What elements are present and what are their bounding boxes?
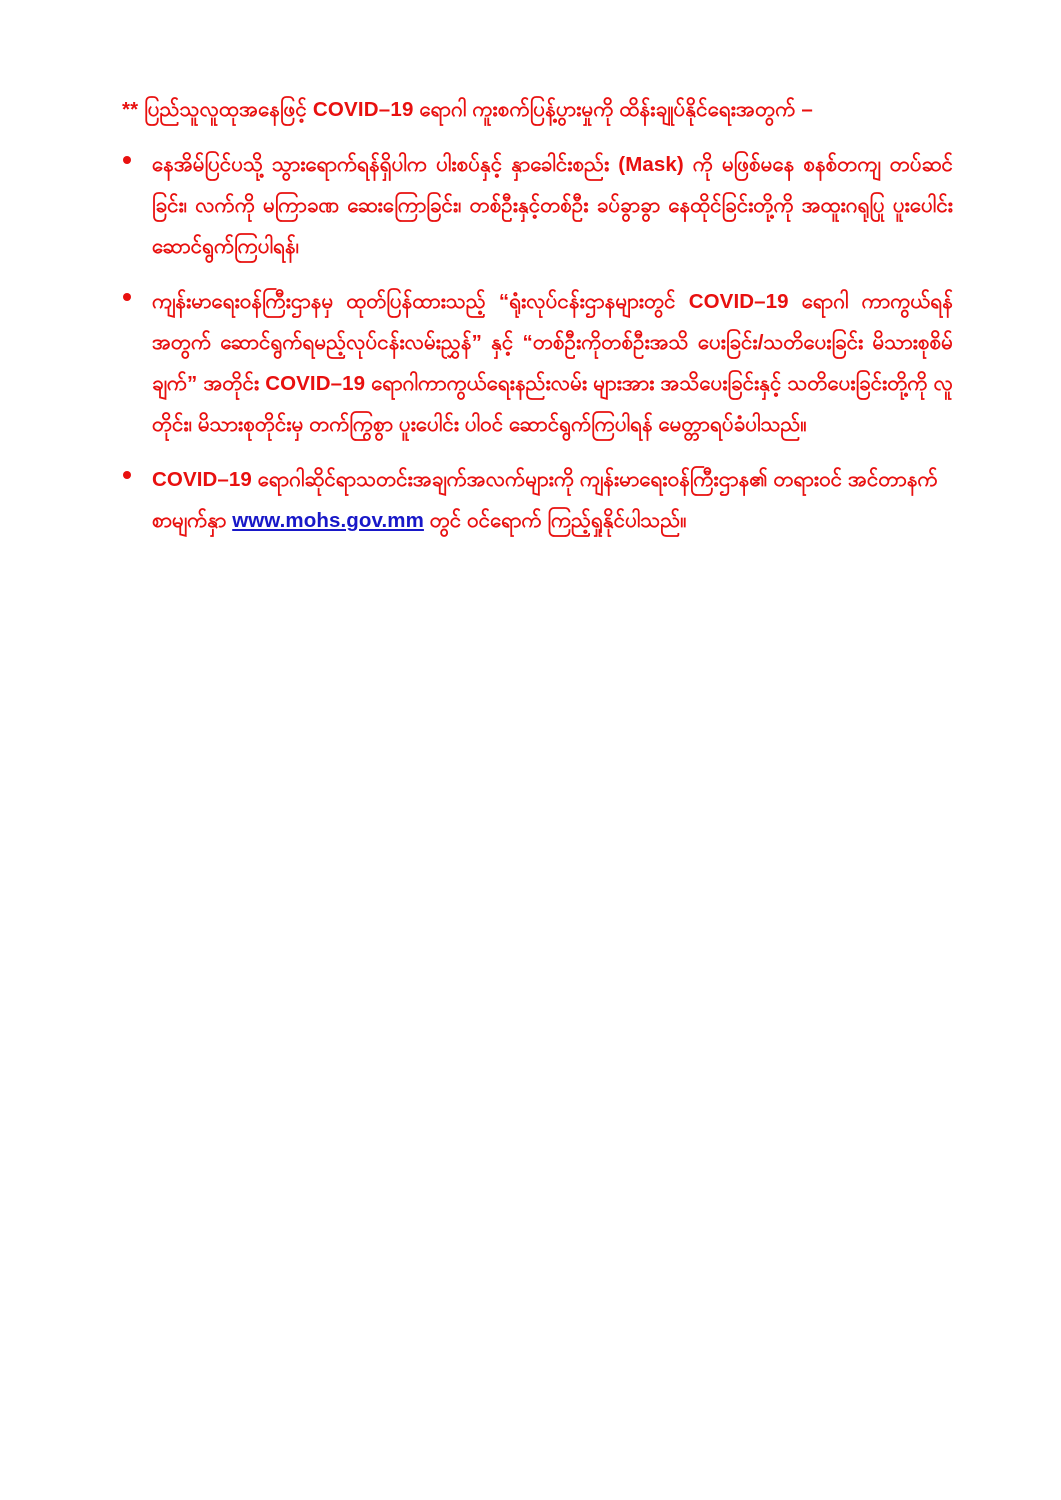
- list-item-ministry-guidelines: [60, 281, 1001, 445]
- bullet-dot-icon: [123, 293, 131, 301]
- bullet-dot-icon: [123, 156, 131, 164]
- bullet-text-website-info: [152, 459, 953, 541]
- list-item-mask-hygiene: [60, 144, 1001, 267]
- page-heading: ** ပြည်သူလူထုအနေဖြင့် COVID–19 ရောဂါ ကူးစက်ပြန့်ပွားမှုကို ထိန်းချုပ်နိုင်ရေးအတွက် –: [122, 98, 813, 121]
- website-text-before-link: COVID–19 ရောဂါဆိုင်ရာသတင်းအချက်အလက်များကို ကျန်းမာရေးဝန်ကြီးဌာန၏ တရားဝင် အင်တာနက်စာမျက်နှာ: [152, 467, 938, 532]
- list-item-website-info: [60, 459, 1001, 541]
- website-text-after-link: တွင် ဝင်ရောက် ကြည့်ရှုနိုင်ပါသည်။: [423, 508, 687, 532]
- bullet-text-ministry-guidelines: ကျန်းမာရေးဝန်ကြီးဌာနမှ ထုတ်ပြန်ထားသည့် “ရုံးလုပ်ငန်းဌာနများတွင် COVID–19 ရောဂါ ကာကွယ်ရန်အတွက် ဆောင်ရွက်ရမည့်လုပ်ငန်းလမ်းညွှန်” နှင့် “တစ်ဦးကိုတစ်ဦးအသိ ပေးခြင်း/သတိပေးခြင်း မိသားစုစိမ်ချက်” အတိုင်း COVID–19 ရောဂါကာကွယ်ရေးနည်းလမ်း များအား အသိပေးခြင်းနှင့် သတိပေးခြင်းတို့ကို လူတိုင်း၊ မိသားစုတိုင်းမှ တက်ကြွစွာ ပူးပေါင်း ပါဝင် ဆောင်ရွက်ကြပါရန် မေတ္တာရပ်ခံပါသည်။: [152, 289, 953, 436]
- mohs-website-link[interactable]: www.mohs.gov.mm: [232, 508, 424, 532]
- bullet-dot-icon: [123, 471, 131, 479]
- bullet-text-mask-hygiene: နေအိမ်ပြင်ပသို့ သွားရောက်ရန်ရှိပါက ပါးစပ်နှင့် နှာခေါင်းစည်း (Mask) ကို မဖြစ်မနေ စနစ်တကျ တပ်ဆင်ခြင်း၊ လက်ကို မကြာခဏ ဆေးကြောခြင်း၊ တစ်ဦးနှင့်တစ်ဦး ခပ်ခွာခွာ နေထိုင်ခြင်းတို့ကို အထူးဂရုပြု ပူးပေါင်းဆောင်ရွက်ကြပါရန်၊: [152, 152, 953, 258]
- bullet-list: [60, 144, 1001, 541]
